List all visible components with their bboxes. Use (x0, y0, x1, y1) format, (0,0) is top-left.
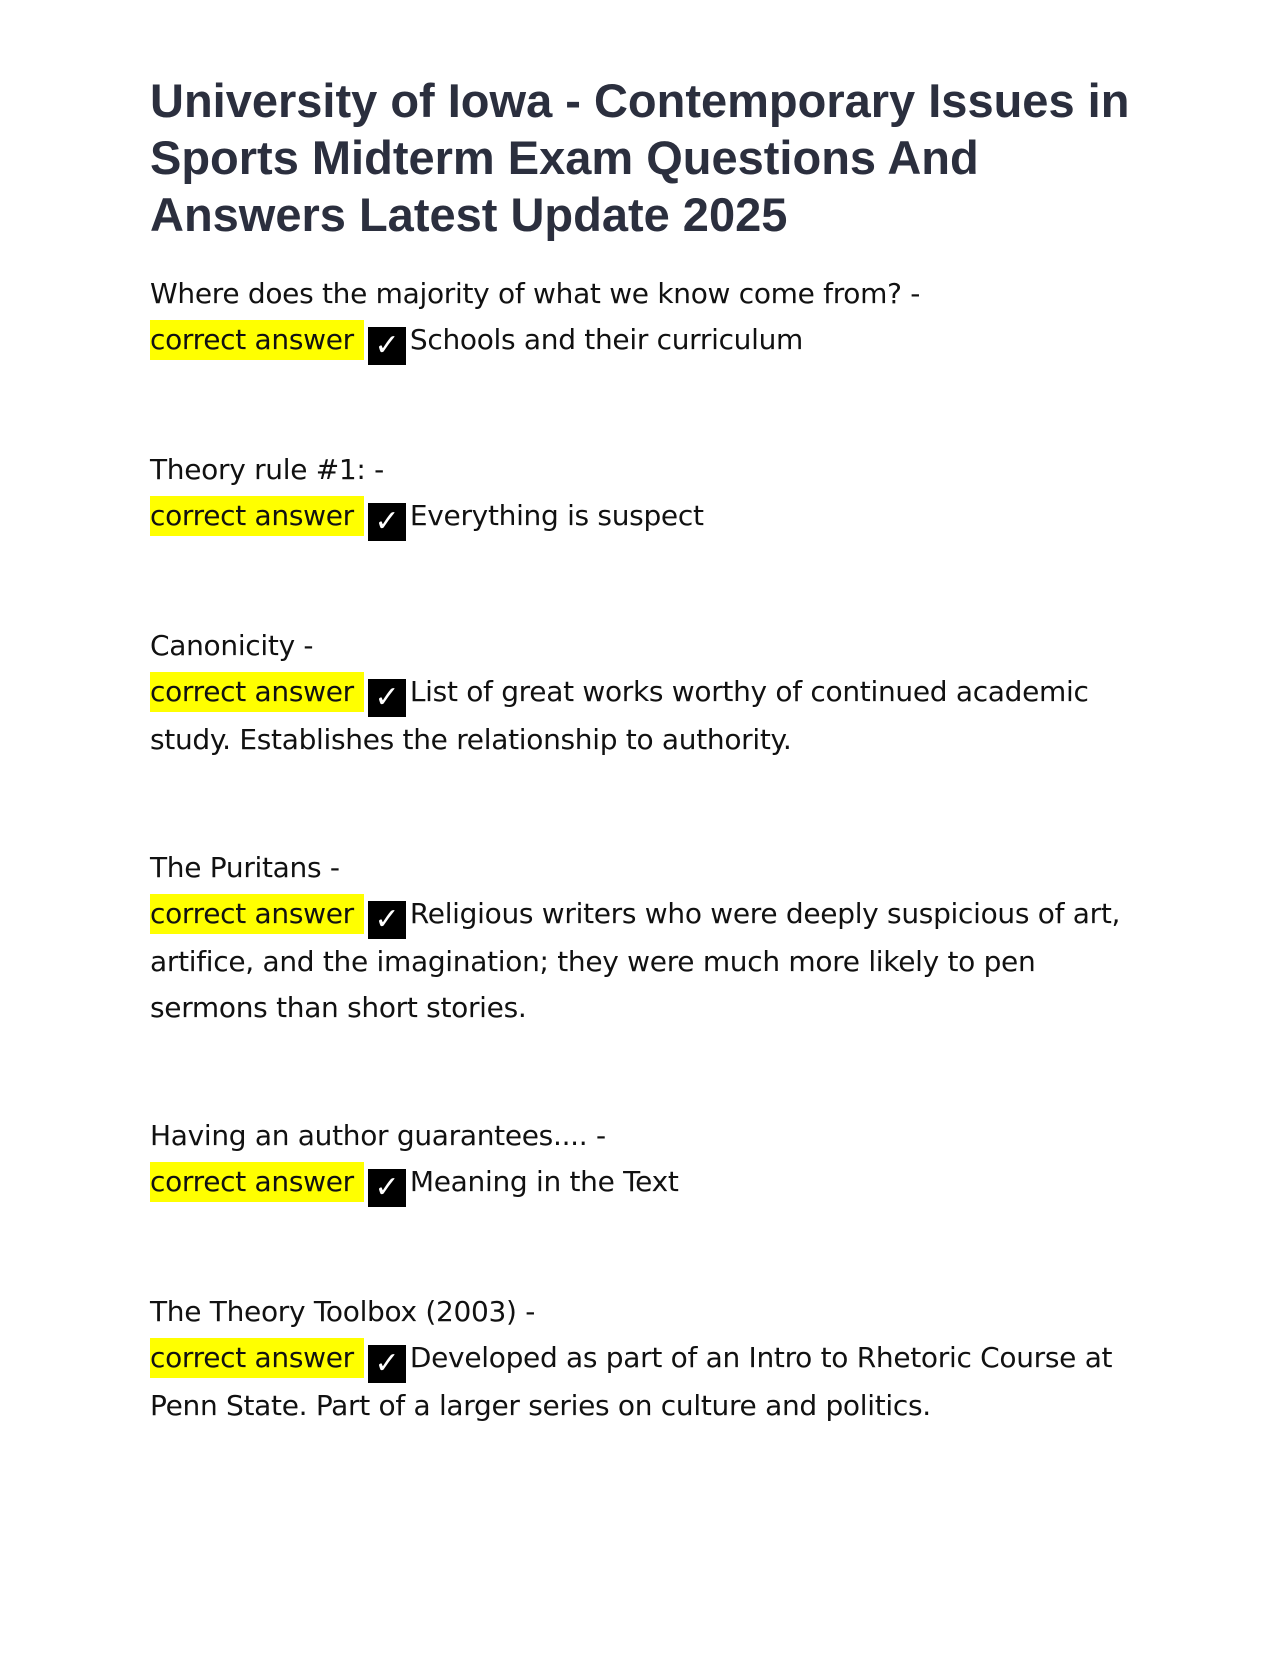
checkmark-icon: ✓ (368, 503, 406, 541)
answer-text: Everything is suspect (409, 499, 704, 532)
checkmark-icon: ✓ (368, 1345, 406, 1383)
question-text: The Puritans - (150, 851, 340, 884)
answer-label-highlight: correct answer (150, 320, 364, 360)
question-text: Theory rule #1: - (150, 453, 384, 486)
answer-text: Meaning in the Text (409, 1165, 679, 1198)
answer-text: List of great works worthy of continued academic study. Establishes the relationship to authority. (150, 675, 1089, 756)
answer-label-highlight: correct answer (150, 894, 364, 934)
checkmark-icon: ✓ (368, 679, 406, 717)
question-text: The Theory Toolbox (2003) - (150, 1295, 536, 1328)
answer-line (150, 1335, 1140, 1429)
checkmark-icon: ✓ (368, 1169, 406, 1207)
answer-label-highlight: correct answer (150, 672, 364, 712)
answer-text: Schools and their curriculum (409, 323, 804, 356)
document-page (150, 72, 1140, 1429)
answer-label-highlight: correct answer (150, 496, 364, 536)
answer-text: Developed as part of an Intro to Rhetoric Course at Penn State. Part of a larger series on culture and politics. (150, 1341, 1113, 1422)
qa-item (150, 845, 1140, 1031)
answer-line (150, 891, 1140, 1031)
answer-line (150, 1159, 1140, 1207)
answer-text: Religious writers who were deeply suspicious of art, artifice, and the imagination; they were much more likely to pen sermons than short stories. (150, 897, 1121, 1024)
answer-line (150, 493, 1140, 541)
qa-item (150, 623, 1140, 763)
qa-item (150, 447, 1140, 541)
answer-label-highlight: correct answer (150, 1338, 364, 1378)
question-text: Where does the majority of what we know come from? - (150, 277, 921, 310)
qa-item (150, 271, 1140, 365)
answer-label-highlight: correct answer (150, 1162, 364, 1202)
checkmark-icon: ✓ (368, 901, 406, 939)
question-text: Having an author guarantees.... - (150, 1119, 606, 1152)
answer-line (150, 669, 1140, 763)
qa-item (150, 1289, 1140, 1429)
question-text: Canonicity - (150, 629, 314, 662)
document-title: University of Iowa - Contemporary Issues in Sports Midterm Exam Questions And Answers Latest Update 2025 (150, 74, 1130, 241)
checkmark-icon: ✓ (368, 327, 406, 365)
answer-line (150, 317, 1140, 365)
qa-item (150, 1113, 1140, 1207)
